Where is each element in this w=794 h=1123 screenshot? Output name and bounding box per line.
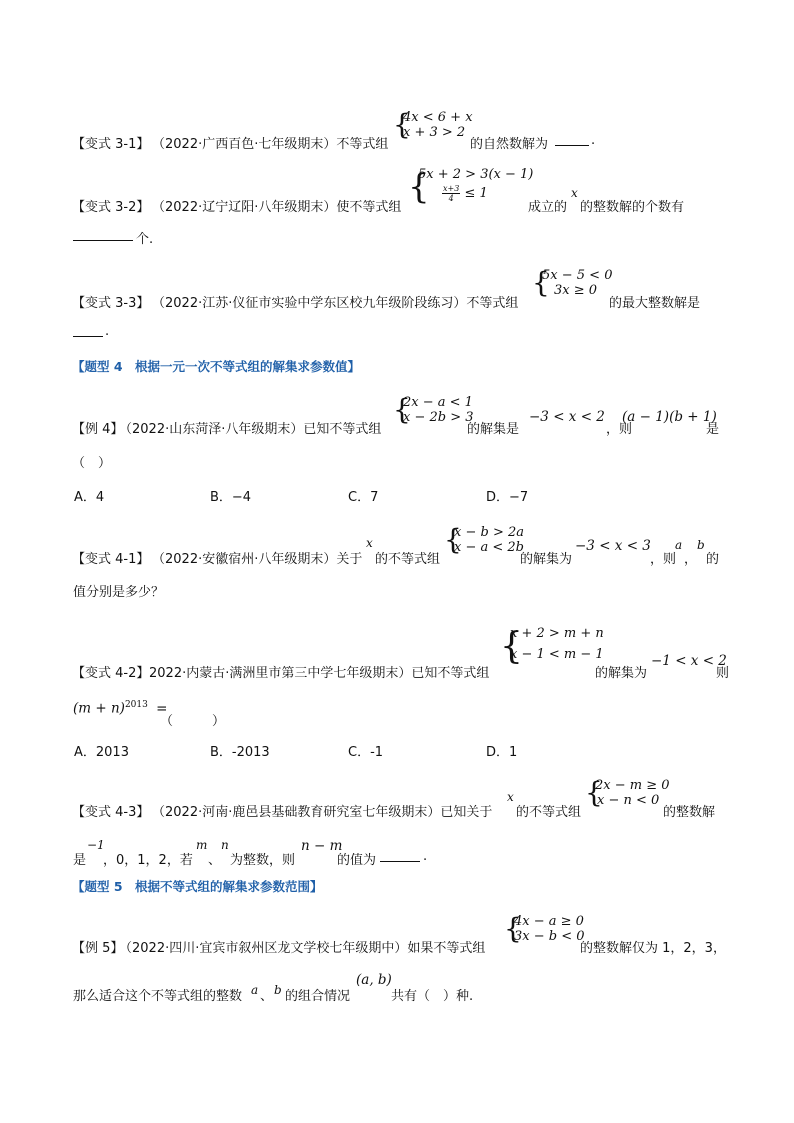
inequality-system: { x − b > 2a x − a < 2b [444,523,524,556]
system-line: x + 3 > 2 [403,125,466,140]
question-text: 是 [73,853,87,868]
answer-paren[interactable]: （ ） [160,714,226,729]
option-d[interactable]: D．1 [486,745,518,760]
question-label: 【例 5】 [72,941,124,956]
option-b[interactable]: B．-2013 [210,745,270,760]
system-line: x − 2b > 3 [403,410,474,425]
question-text: 为整数，则 [230,853,296,868]
question-source: 2022·内蒙古·满洲里市第三中学七年级期末）已知不等式组 [149,666,490,681]
question-text: 个. [136,232,154,247]
variable-b: b [274,983,282,997]
system-line: 4x − a ≥ 0 [514,914,584,929]
question-text: 的解集为 [520,552,573,567]
question-text: . [105,324,110,339]
inequality-system: { 4x < 6 + x x + 3 > 2 [393,108,473,141]
solution-range: −1 < x < 2 [651,653,727,669]
question-text: 的 [706,552,720,567]
system-line: 5x − 5 < 0 [542,268,613,283]
question-text: 的最大整数解是 [609,296,701,311]
question-text: ，0，1，2，若 [103,853,193,868]
power-expression: $(m + n)^{2013}$ = [73,700,168,717]
question-label: 【变式 4-2】 [72,666,150,681]
system-line: x − n < 0 [597,793,660,808]
solution-range: −3 < x < 2 [529,409,605,425]
variable-x: x [366,536,373,550]
question-text: 是 [706,422,720,437]
variable-n: n [221,838,229,852]
question-source: （2022·河南·鹿邑县基础教育研究室七年级期末）已知关于 [152,805,493,820]
question-text: . [591,133,596,148]
question-text: 的不等式组 [516,805,582,820]
inequality-system: { x + 2 > m + n x − 1 < m − 1 [500,626,604,667]
system-line: 4x < 6 + x [403,110,473,125]
answer-blank[interactable] [73,324,103,337]
answer-blank[interactable] [73,228,133,241]
question-label: 【变式 4-3】 [72,805,150,820]
system-line: $\frac{x+3}{4}$ ≤ 1 [443,184,488,203]
question-text: 的值为 [337,853,377,868]
system-line: 3x ≥ 0 [554,283,598,298]
variable-m: m [196,838,208,852]
question-text: 的自然数解为 [470,137,549,152]
section-heading: 【题型 4 根据一元一次不等式组的解集求参数值】 [72,359,361,374]
system-line: x + 2 > m + n [510,626,604,641]
ordered-pair: (a, b) [356,972,392,988]
inequality-system: { 2x − m ≥ 0 x − n < 0 [585,776,670,809]
system-line: 2x − m ≥ 0 [595,778,670,793]
system-line: 5x + 2 > 3(x − 1) [418,167,534,182]
question-text: ， [684,552,698,567]
expression: (a − 1)(b + 1) [622,409,717,425]
question-source: （2022·广西百色·七年级期末）不等式组 [152,137,389,152]
question-text: 那么适合这个不等式组的整数 [73,989,243,1004]
question-source: （2022·江苏·仪征市实验中学东区校九年级阶段练习）不等式组 [152,296,519,311]
option-d[interactable]: D．−7 [486,490,529,505]
question-label: 【变式 3-2】 [72,200,150,215]
question-text: . [423,849,428,864]
inequality-system: { 4x − a ≥ 0 3x − b < 0 [504,912,585,945]
question-source: （2022·山东菏泽·八年级期末）已知不等式组 [119,422,382,437]
inequality-system: { 5x − 5 < 0 3x ≥ 0 [532,266,613,299]
option-b[interactable]: B．−4 [210,490,252,505]
variable-x: x [571,186,578,200]
option-c[interactable]: C．7 [348,490,379,505]
expression: n − m [301,838,343,854]
system-line: x − b > 2a [454,525,524,540]
system-line: 2x − a < 1 [403,395,473,410]
question-source: （2022·辽宁辽阳·八年级期末）使不等式组 [152,200,402,215]
system-line: x − 1 < m − 1 [510,647,604,662]
answer-blank[interactable] [555,133,589,146]
question-text: 的解集为 [595,666,648,681]
question-text: 的解集是 [467,422,520,437]
option-c[interactable]: C．-1 [348,745,384,760]
question-text: 的整数解 [663,805,716,820]
question-label: 【例 4】 [72,422,124,437]
question-text: 值分别是多少？ [73,585,165,600]
option-a[interactable]: A．2013 [74,745,129,760]
question-text: 共有（ ）种. [391,989,474,1004]
option-a[interactable]: A．4 [74,490,105,505]
question-text: 的不等式组 [375,552,441,567]
system-line: x − a < 2b [454,540,524,555]
question-text: 成立的 [528,200,568,215]
question-text: 、 [208,853,222,868]
question-source: （2022·四川·宜宾市叙州区龙文学校七年级期中）如果不等式组 [119,941,486,956]
question-label: 【变式 4-1】 [72,552,150,567]
solution-range: −3 < x < 3 [575,538,651,554]
inequality-system: { 5x + 2 > 3(x − 1) $\frac{x+3}{4}$ ≤ 1 [408,167,534,207]
section-heading: 【题型 5 根据不等式组的解集求参数范围】 [72,879,323,894]
answer-blank[interactable] [380,849,420,862]
negative-one: −1 [87,838,105,852]
question-text: 、 [260,989,274,1004]
question-text: 的整数解仅为 1，2，3， [580,941,726,956]
answer-paren[interactable]: （ ） [72,456,112,471]
question-source: （2022·安徽宿州·八年级期末）关于 [152,552,363,567]
variable-a: a [251,983,259,997]
question-text: 的组合情况 [285,989,351,1004]
question-text: ，则 [606,422,633,437]
question-text: 则 [716,666,730,681]
question-label: 【变式 3-1】 [72,137,150,152]
question-text: 的整数解的个数有 [580,200,685,215]
question-text: ，则 [650,552,677,567]
fraction: $\frac{x+3}{4}$ [443,184,460,203]
variable-x: x [507,790,514,804]
system-line: 3x − b < 0 [514,929,585,944]
variable-a: a [675,538,683,552]
variable-b: b [697,538,705,552]
question-label: 【变式 3-3】 [72,296,150,311]
inequality-system: { 2x − a < 1 x − 2b > 3 [393,393,474,426]
